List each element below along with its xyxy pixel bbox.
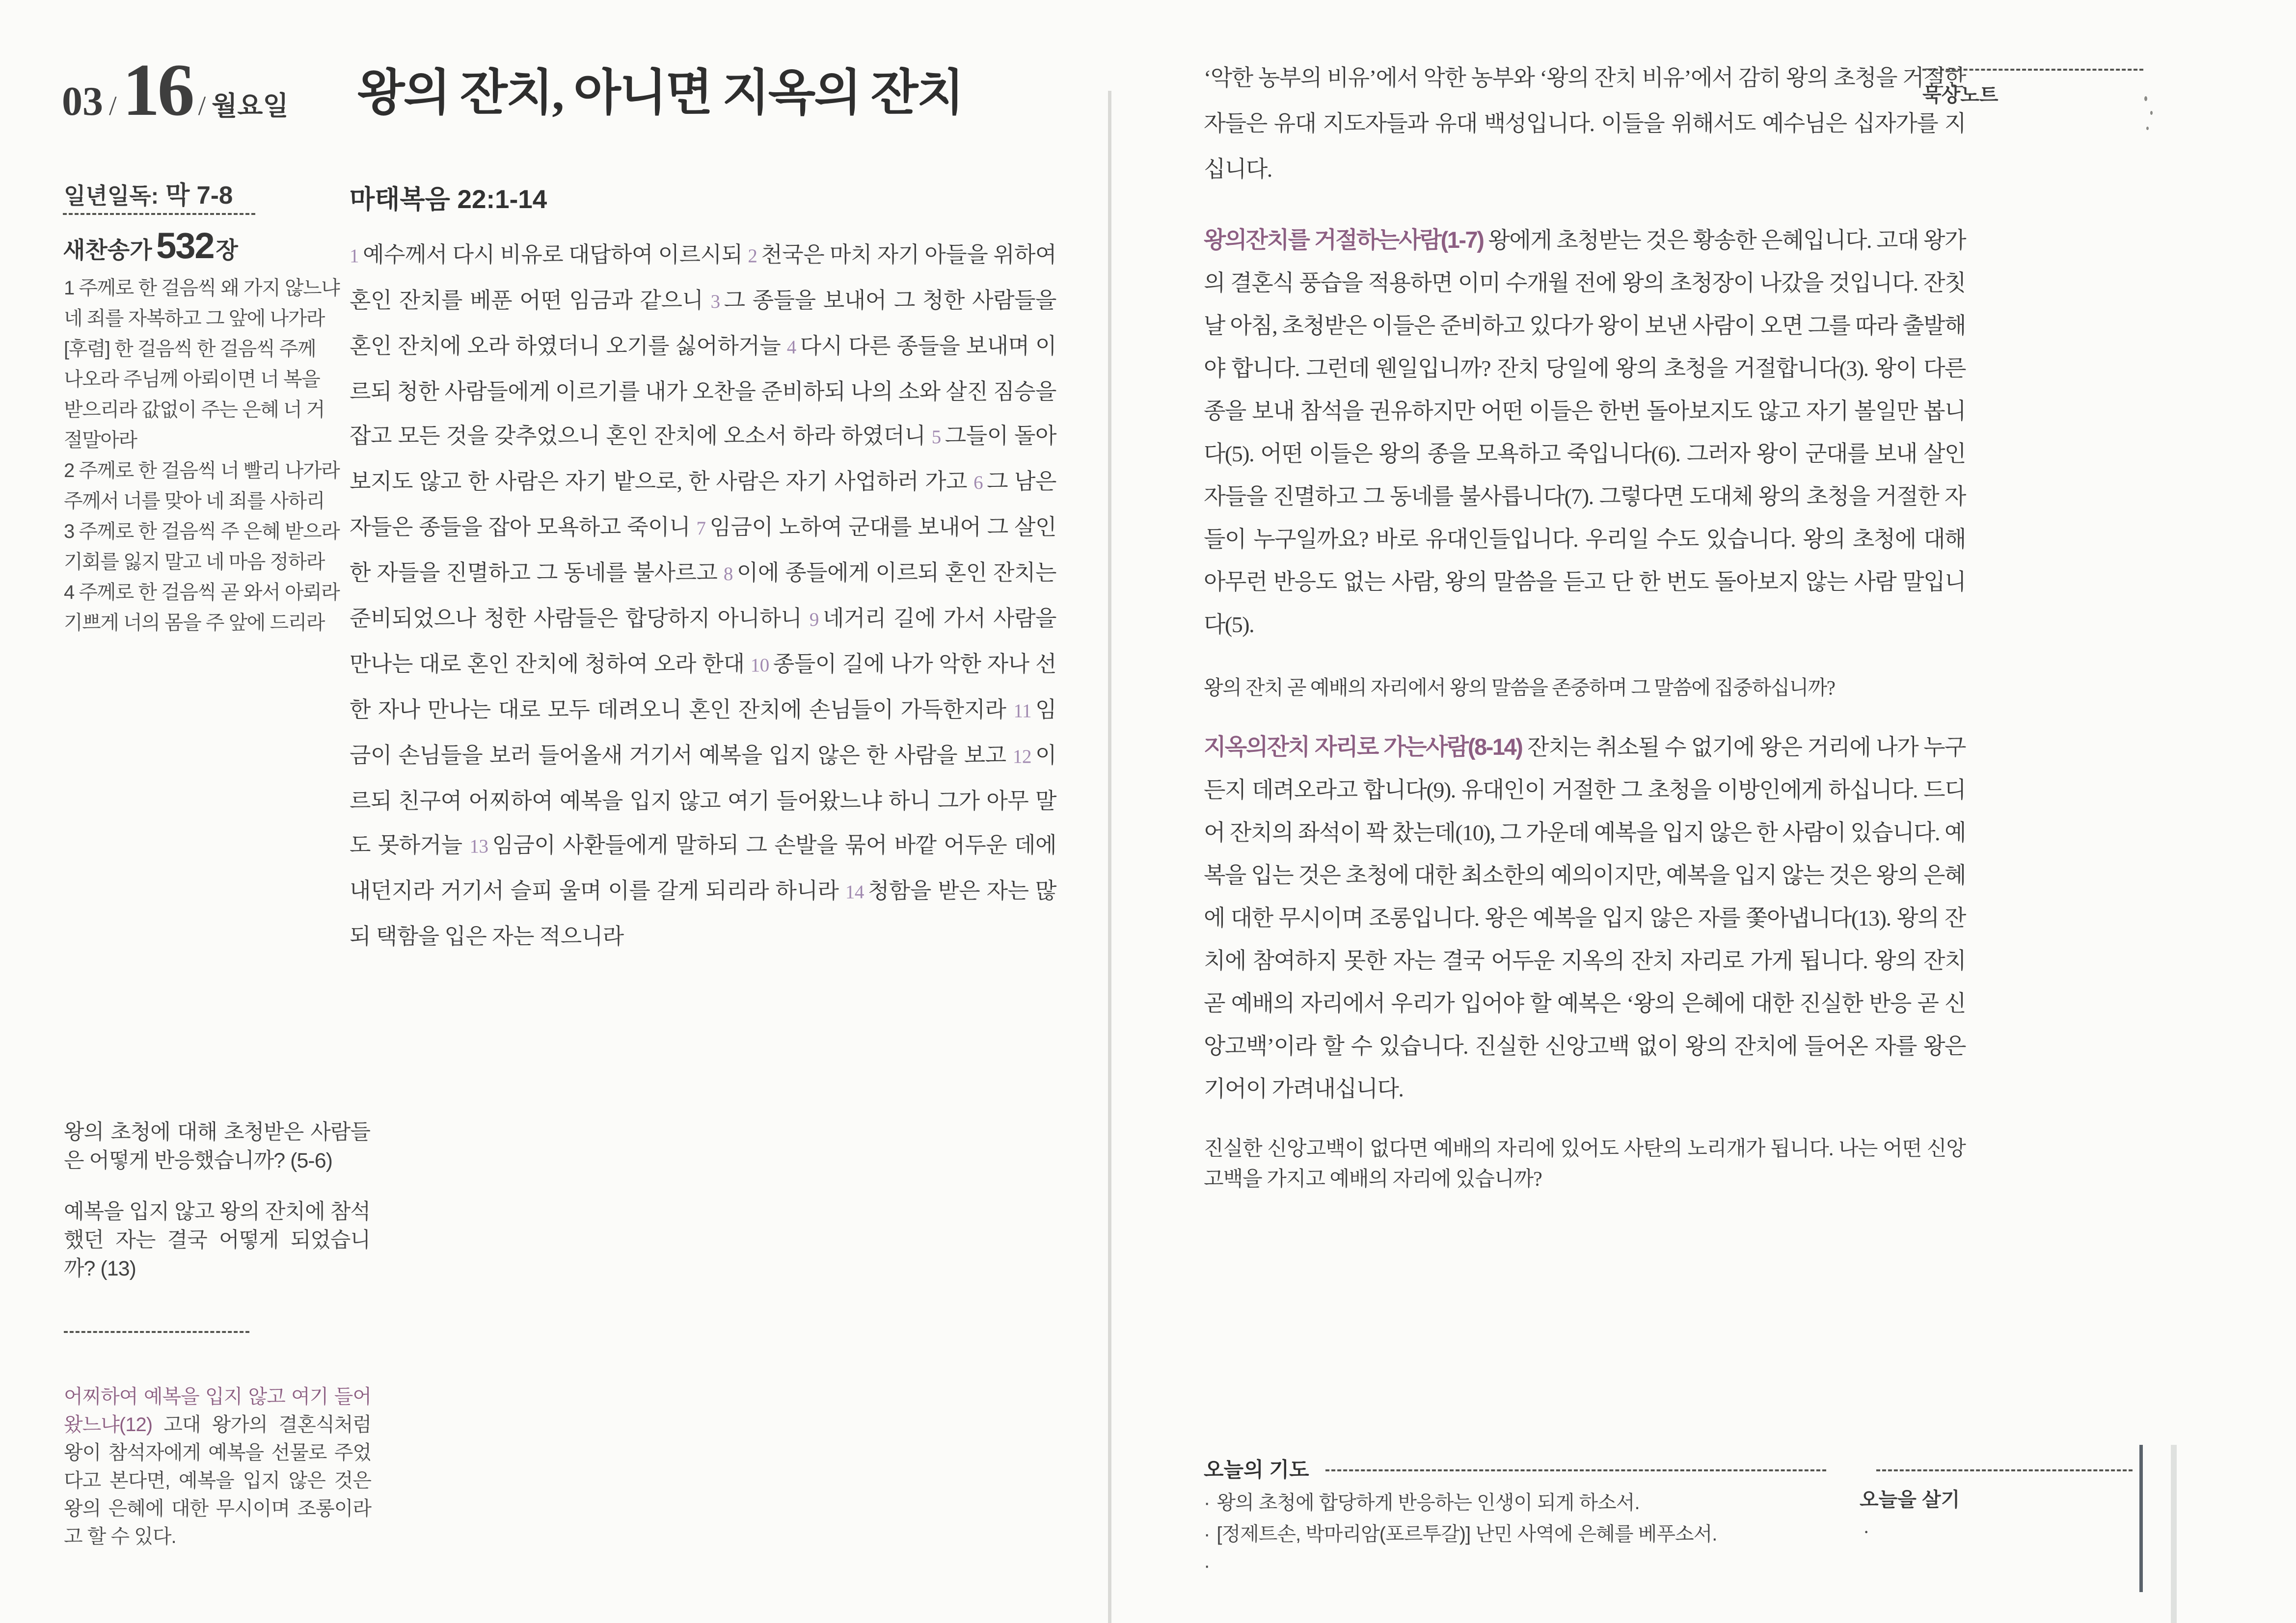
section-heading: 지옥의잔치 자리로 가는사람(8-14): [1204, 734, 1522, 760]
sidebar-divider: [63, 213, 255, 215]
date-separator: /: [198, 91, 206, 121]
bible-text: [350, 233, 1056, 958]
section-heading: 왕의잔치를 거절하는사람(1-7): [1204, 227, 1484, 253]
verse-text: 임금이 손님들을 보러 들어올새 거기서 예복을 입지 않은 한 사람을 보고: [350, 697, 1056, 768]
date-weekday: 월요일: [212, 91, 289, 121]
bullet: ·: [1204, 1523, 1210, 1545]
page-gutter-line: [1108, 91, 1111, 1623]
hymn-line: 3 주께로 한 걸음씩 주 은혜 받으라: [64, 521, 340, 542]
living-today-bullet: ·: [1863, 1521, 1870, 1543]
hymn-line: 1 주께로 한 걸음씩 왜 가지 않느냐: [64, 277, 340, 299]
prayer-item: [1204, 1550, 1940, 1581]
hymn-line: 나오라 주님께 아뢰이면 너 복을: [64, 369, 320, 390]
hymn-line: 2 주께로 한 걸음씩 너 빨리 나가라: [64, 460, 340, 481]
scan-speck: [2150, 111, 2153, 115]
answer-note-quote: 어찌하여 예복을 입지 않고 여기 들어왔느냐(12): [64, 1386, 371, 1436]
scan-speck: [2144, 96, 2147, 101]
verse-number: 4: [786, 337, 796, 358]
prayer-heading: 오늘의 기도: [1204, 1458, 1309, 1481]
closing-question: 진실한 신앙고백이 없다면 예배의 자리에 있어도 사탄의 노리개가 됩니다. 나는 어떤 신앙고백을 가지고 예배의 자리에 있습니까?: [1204, 1138, 1966, 1191]
hymn-header: [63, 225, 238, 266]
living-today-label: 오늘을 살기: [1860, 1489, 1960, 1511]
verse-number: 14: [845, 881, 864, 903]
verse-text: 그들이 돌아 보지도 않고 한 사람은 자기 밭으로, 한 사람은 자기 사업하러 가고: [350, 424, 1056, 494]
sidebar-divider: [64, 1331, 249, 1333]
verse-text: 임금이 노하여 군대를 보내어 그 살인한 자들을 진멸하고 그 동네를 불사르고: [350, 515, 1056, 585]
yearly-reading-value: 막 7-8: [165, 181, 233, 209]
verse-text: 네거리 길에 가서 사람을 만나는 대로 혼인 잔치에 청하여 오라 한대: [350, 606, 1057, 676]
yearly-reading-label: 일년일독:: [64, 183, 159, 209]
verse-number: 5: [931, 426, 941, 448]
hymn-line: 주께서 너를 맞아 네 죄를 사하리: [64, 490, 324, 512]
hymn-line: 기회를 잃지 말고 네 마음 정하라: [64, 551, 324, 573]
date-month: 03: [62, 79, 103, 124]
answer-note: [64, 1383, 371, 1551]
verse-text: 이에 종들에게 이르되 혼인 잔치는 준비되었으나 청한 사람들은 합당하지 아니하니: [350, 560, 1056, 631]
section-body: 왕에게 초청받는 것은 황송한 은혜입니다. 고대 왕가의 결혼식 풍습을 적용하면 이미 수개월 전에 왕의 초청장이 나갔을 것입니다. 잔칫날 아침, 초청받은 이들은 준비하고 있다가 왕이 보낸 사람이 오면 그를 따라 출발해야 합니다. 그런데 웬일입니까? 잔치 당일에 왕의 초청을 거절합니다(3). 왕이 다른 종을 보내 참석을 권유하지만 어떤 이들은 한번 돌아보지도 않고 자기 볼일만 봅니다(5). 어떤 이들은 왕의 종을 모욕하고 죽입니다(6). 그러자 왕이 군대를 보내 살인자들을 진멸하고 그 동네를 불사릅니다(7). 그렇다면 도대체 왕의 초청을 거절한 자들이 누구일까요? 바로 유대인들입니다. 우리일 수도 있습니다. 왕의 초청에 대해 아무런 반응도 없는 사람, 왕의 말씀을 듣고 단 한 번도 돌아보지 않는 사람 말입니다(5).: [1204, 228, 1966, 637]
verse-text: 임금이 사환들에게 말하되 그 손발을 묶어 바깥 어두운 데에 내던지라 거기서 슬피 울며 이를 갈게 되리라 하니라: [350, 833, 1056, 903]
prayer-item: [1204, 1487, 1940, 1518]
hymn-line: 네 죄를 자복하고 그 앞에 나가라: [64, 308, 324, 329]
date-day: 16: [122, 49, 192, 131]
commentary-section-2: [1204, 725, 1966, 1110]
scan-edge-artifact: [2171, 1445, 2177, 1623]
commentary-intro: ‘악한 농부의 비유’에서 악한 농부와 ‘왕의 잔치 비유’에서 감히 왕의 초청을 거절한 자들은 유대 지도자들과 유대 백성입니다. 이들을 위해서도 예수님은 십자가를 지십니다.: [1204, 65, 1966, 182]
verse-number: 8: [723, 563, 733, 585]
verse-text: 그 종들을 보내어 그 청한 사람들을 혼인 잔치에 오라 하였더니 오기를 싫어하거늘: [350, 288, 1056, 358]
yearly-reading: [64, 175, 233, 211]
verse-text: 그 남은 자들은 종들을 잡아 모욕하고 죽이니: [350, 469, 1056, 539]
verse-number: 3: [710, 291, 720, 312]
hymn-line: [후렴] 한 걸음씩 한 걸음씩 주께: [64, 338, 316, 360]
hymn-label: 새찬송가: [63, 237, 152, 263]
meditation-note-label: 묵상노트: [1922, 84, 1999, 106]
verse-text: 이르되 친구여 어찌하여 예복을 입지 않고 여기 들어왔느냐 하니 그가 아무 말도 못하거늘: [350, 743, 1057, 857]
scan-speck: [2146, 127, 2149, 130]
verse-number: 10: [750, 655, 769, 676]
verse-number: 9: [809, 609, 819, 630]
commentary-section-1: [1204, 218, 1966, 646]
bullet: ·: [1204, 1555, 1210, 1576]
verse-number: 13: [469, 836, 488, 857]
prayer-rule: [1325, 1469, 1826, 1471]
study-questions: [64, 1118, 370, 1305]
verse-text: 청함을 받은 자는 많되 택함을 입은 자는 적으니라: [350, 878, 1057, 949]
verse-text: 종들이 길에 나가 악한 자나 선한 자나 만나는 대로 모두 데려오니 혼인 잔치에 손님들이 가득한지라: [350, 652, 1056, 722]
verse-text: 천국은 마치 자기 아들을 위하여 혼인 잔치를 베푼 어떤 임금과 같으니: [350, 242, 1056, 313]
verse-text: 다시 다른 종들을 보내며 이르되 청한 사람들에게 이르기를 내가 오찬을 준비하되 나의 소와 살진 짐승을 잡고 모든 것을 갖추었으니 혼인 잔치에 오소서 하라 하였더니: [350, 334, 1057, 448]
prayer-text: [정제트손, 박마리암(포르투갈)] 난민 사역에 은혜를 베푸소서.: [1216, 1523, 1717, 1545]
verse-number: 7: [696, 518, 706, 539]
verse-number: 1: [350, 245, 359, 266]
hymn-line: 받으리라 값없이 주는 은혜 너 거: [64, 399, 324, 421]
prayer-item: [1204, 1518, 1940, 1550]
hymn-number: 532: [156, 225, 214, 266]
study-question: 왕의 초청에 대해 초청받은 사람들은 어떻게 반응했습니까? (5-6): [64, 1120, 370, 1172]
hymn-lyrics: [64, 273, 388, 638]
prayer-text: 왕의 초청에 합당하게 반응하는 인생이 되게 하소서.: [1216, 1492, 1640, 1514]
verse-number: 12: [1013, 746, 1032, 767]
date: [62, 47, 289, 133]
hymn-line: 4 주께로 한 걸음씩 곧 와서 아뢰라: [64, 582, 340, 603]
passage-reference: 마태복음 22:1-14: [350, 185, 547, 214]
date-separator: /: [109, 91, 117, 121]
reflection-question: 왕의 잔치 곧 예배의 자리에서 왕의 말씀을 존중하며 그 말씀에 집중하십니까?: [1204, 676, 1835, 699]
scan-edge-artifact: [2139, 1445, 2143, 1592]
verse-number: 6: [973, 472, 983, 493]
prayer-list: [1204, 1487, 1940, 1581]
verse-number: 2: [748, 245, 757, 266]
bullet: ·: [1204, 1492, 1210, 1514]
study-question: 예복을 입지 않고 왕의 잔치에 참석했던 자는 결국 어떻게 되었습니까? (13): [64, 1200, 370, 1280]
section-body: 잔치는 취소될 수 없기에 왕은 거리에 나가 누구든지 데려오라고 합니다(9). 유대인이 거절한 그 초청을 이방인에게 하십니다. 드디어 잔치의 좌석이 꽉 찼는데(10), 그 가운데 예복을 입지 않은 한 사람이 있습니다. 예복을 입는 것은 초청에 대한 최소한의 예의이지만, 예복을 입지 않는 것은 왕의 은혜에 대한 무시이며 조롱입니다. 왕은 예복을 입지 않은 자를 쫓아냅니다(13). 왕의 잔치에 참여하지 못한 자는 결국 어두운 지옥의 잔치 자리로 가게 됩니다. 왕의 잔치 곧 예배의 자리에서 우리가 입어야 할 예복은 ‘왕의 은혜에 대한 진실한 반응 곧 신앙고백’이라 할 수 있습니다. 진실한 신앙고백 없이 왕의 잔치에 들어온 자를 왕은 기어이 가려내십니다.: [1204, 735, 1966, 1101]
hymn-line: 절말아라: [64, 429, 137, 451]
verse-text: 예수께서 다시 비유로 대답하여 이르시되: [363, 242, 743, 267]
answer-note-body: 고대 왕가의 결혼식처럼 왕이 참석자에게 예복을 선물로 주었다고 본다면, 예복을 입지 않은 것은 왕의 은혜에 대한 무시이며 조롱이라고 할 수 있다.: [64, 1414, 371, 1547]
living-today-rule: [1876, 1469, 2133, 1471]
verse-number: 11: [1013, 700, 1032, 721]
hymn-line: 기쁘게 너의 몸을 주 앞에 드리라: [64, 612, 324, 634]
page-title: 왕의 잔치, 아니면 지옥의 잔치: [357, 66, 963, 120]
hymn-unit: 장: [216, 237, 238, 263]
